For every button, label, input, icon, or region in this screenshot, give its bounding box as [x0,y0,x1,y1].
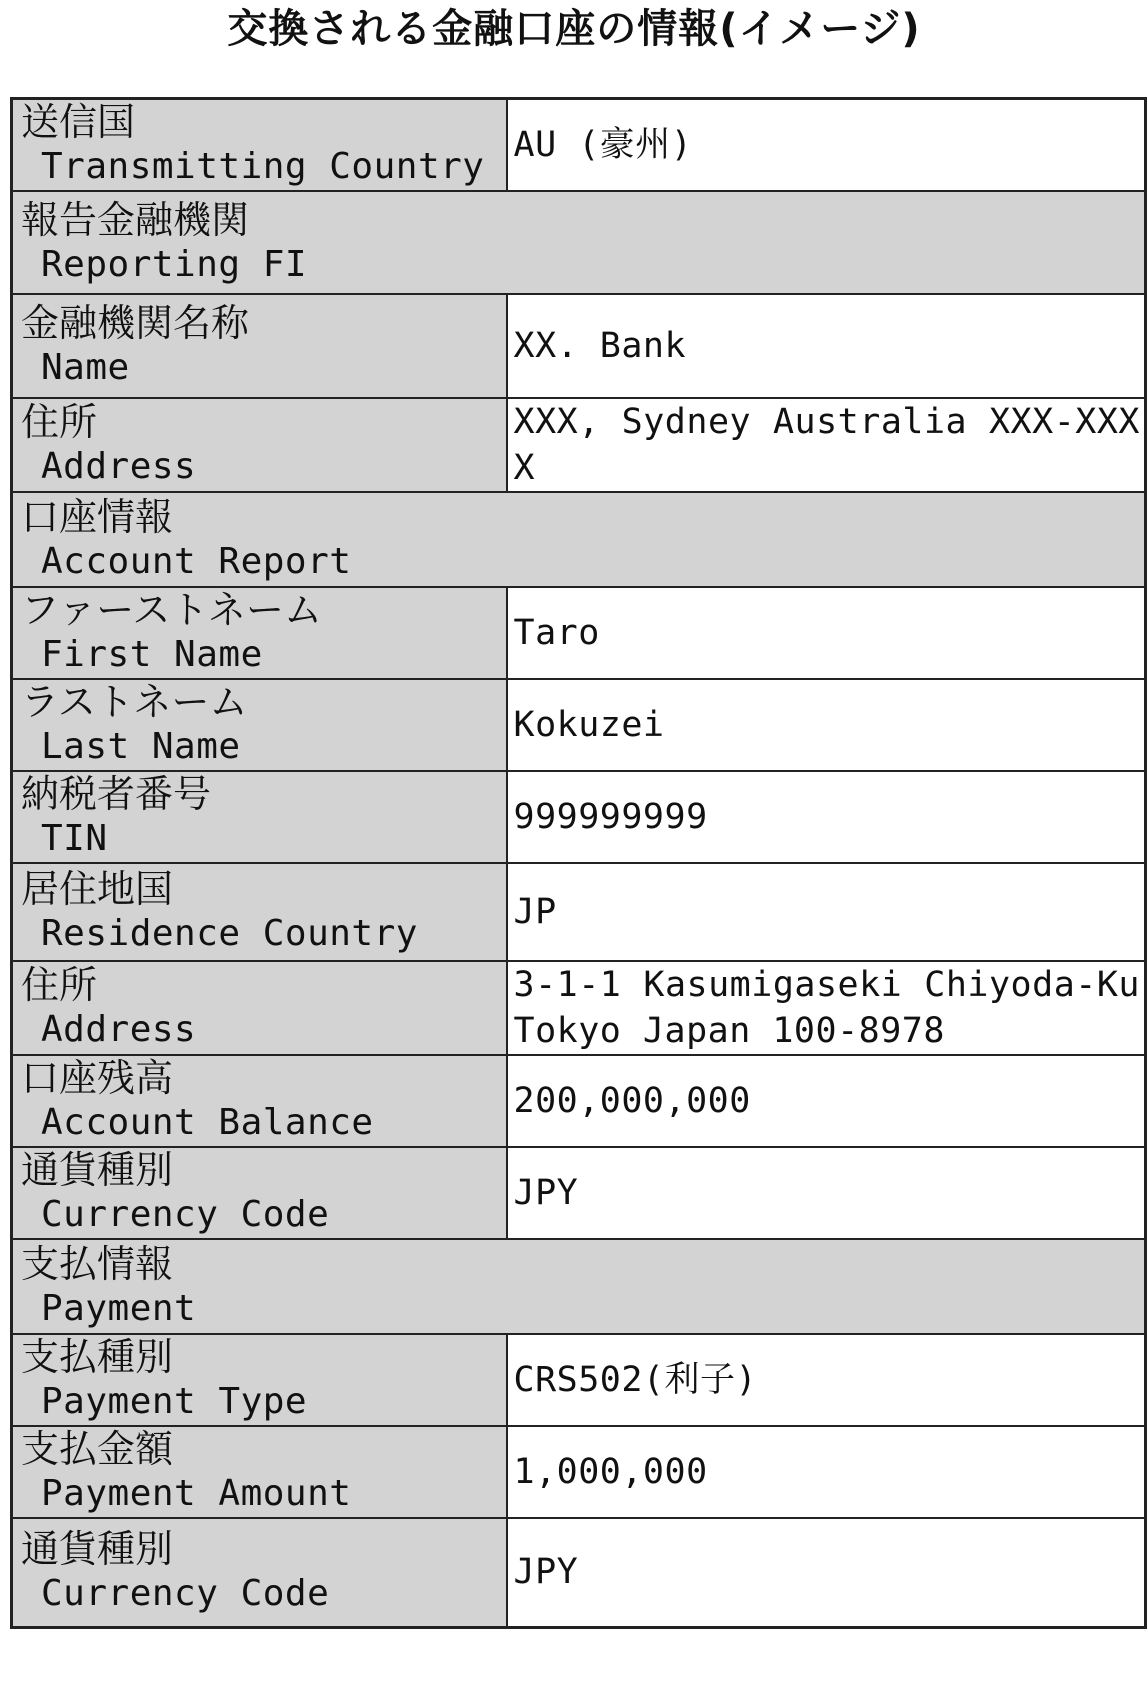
label-en: Account Report [41,540,352,582]
label-cell [12,1055,507,1147]
label-en: First Name [41,634,263,675]
account-info-table [10,97,1147,1629]
value-text: 1,000,000 [513,1452,708,1492]
value-cell [507,587,1146,679]
label-en: Payment [41,1287,197,1329]
value-cell [507,1426,1146,1518]
table-row-first-name [12,587,1146,679]
value-text: XXX, Sydney Australia XXX-XXXX [513,402,1140,488]
table-row-currency-code [12,1147,1146,1239]
value-text: 200,000,000 [513,1081,751,1121]
label-ja: 通貨種別 [21,1527,174,1572]
value-text: AU (豪州) [513,125,693,165]
table-row-residence-country [12,863,1146,961]
value-text: Taro [513,613,600,653]
table-row-account-holder-address [12,961,1146,1055]
value-text: Kokuzei [513,705,665,745]
table-row-payment-amount [12,1426,1146,1518]
value-cell [507,398,1146,492]
label-cell [12,771,507,863]
section-row-account-report [12,492,1146,587]
label-en: Transmitting Country [41,146,485,187]
table-row-fi-address [12,398,1146,492]
value-cell [507,679,1146,771]
label-en: Name [41,347,130,388]
label-cell [12,1426,507,1518]
label-en: Address [41,1009,197,1050]
label-ja: 住所 [21,963,98,1007]
section-row-payment [12,1239,1146,1334]
label-en: Currency Code [41,1573,330,1615]
section-row-reporting-fi [12,191,1146,294]
label-cell [12,99,507,192]
label-ja: 住所 [21,400,98,444]
label-en: Currency Code [41,1194,330,1235]
label-en: Address [41,446,197,487]
label-en: Account Balance [41,1102,374,1143]
value-text: JP [513,892,557,932]
label-ja: 通貨種別 [21,1148,174,1192]
label-ja: 金融機関名称 [21,301,250,345]
section-header [12,191,1146,294]
value-text: CRS502(利子) [513,1360,758,1400]
label-cell [12,587,507,679]
value-cell [507,294,1146,398]
label-cell [12,961,507,1055]
value-cell [507,99,1146,192]
label-ja: 居住地国 [21,867,174,911]
value-text: JPY [513,1552,579,1593]
page-title: 交換される金融口座の情報(イメージ) [227,6,921,52]
table-row-payment-currency-code [12,1518,1146,1627]
label-cell [12,679,507,771]
label-en: Last Name [41,726,241,767]
label-cell [12,1147,507,1239]
label-ja: 支払情報 [21,1241,174,1286]
value-cell [507,863,1146,961]
value-cell [507,1518,1146,1627]
value-text: XX. Bank [513,326,687,366]
label-ja: 納税者番号 [21,772,212,816]
value-cell [507,1147,1146,1239]
label-ja: 支払金額 [21,1427,174,1471]
label-cell [12,863,507,961]
table-row-transmitting-country [12,99,1146,192]
label-en: Payment Amount [41,1473,352,1514]
label-en: TIN [41,818,108,859]
label-ja: 口座情報 [21,494,174,539]
table-row-fi-name [12,294,1146,398]
label-en: Payment Type [41,1381,308,1422]
label-cell [12,1518,507,1627]
section-header [12,492,1146,587]
label-cell [12,1334,507,1426]
table-row-last-name [12,679,1146,771]
table-row-payment-type [12,1334,1146,1426]
label-cell [12,398,507,492]
label-ja: 口座残高 [21,1056,174,1100]
label-en: Residence Country [41,913,418,954]
value-text: 3-1-1 Kasumigaseki Chiyoda-Ku Tokyo Japan 100-8978 [513,965,1140,1051]
table-row-tin [12,771,1146,863]
label-ja: 送信国 [21,100,136,144]
value-cell [507,771,1146,863]
value-text: JPY [513,1173,579,1213]
label-ja: 支払種別 [21,1335,174,1379]
value-cell [507,1334,1146,1426]
label-cell [12,294,507,398]
value-text: 999999999 [513,797,708,837]
section-header [12,1239,1146,1334]
label-ja: 報告金融機関 [21,197,250,242]
label-en: Reporting FI [41,243,308,285]
label-ja: ラストネーム [21,680,248,724]
table-row-account-balance [12,1055,1146,1147]
value-cell [507,961,1146,1055]
label-ja: ファーストネーム [21,588,322,632]
value-cell [507,1055,1146,1147]
